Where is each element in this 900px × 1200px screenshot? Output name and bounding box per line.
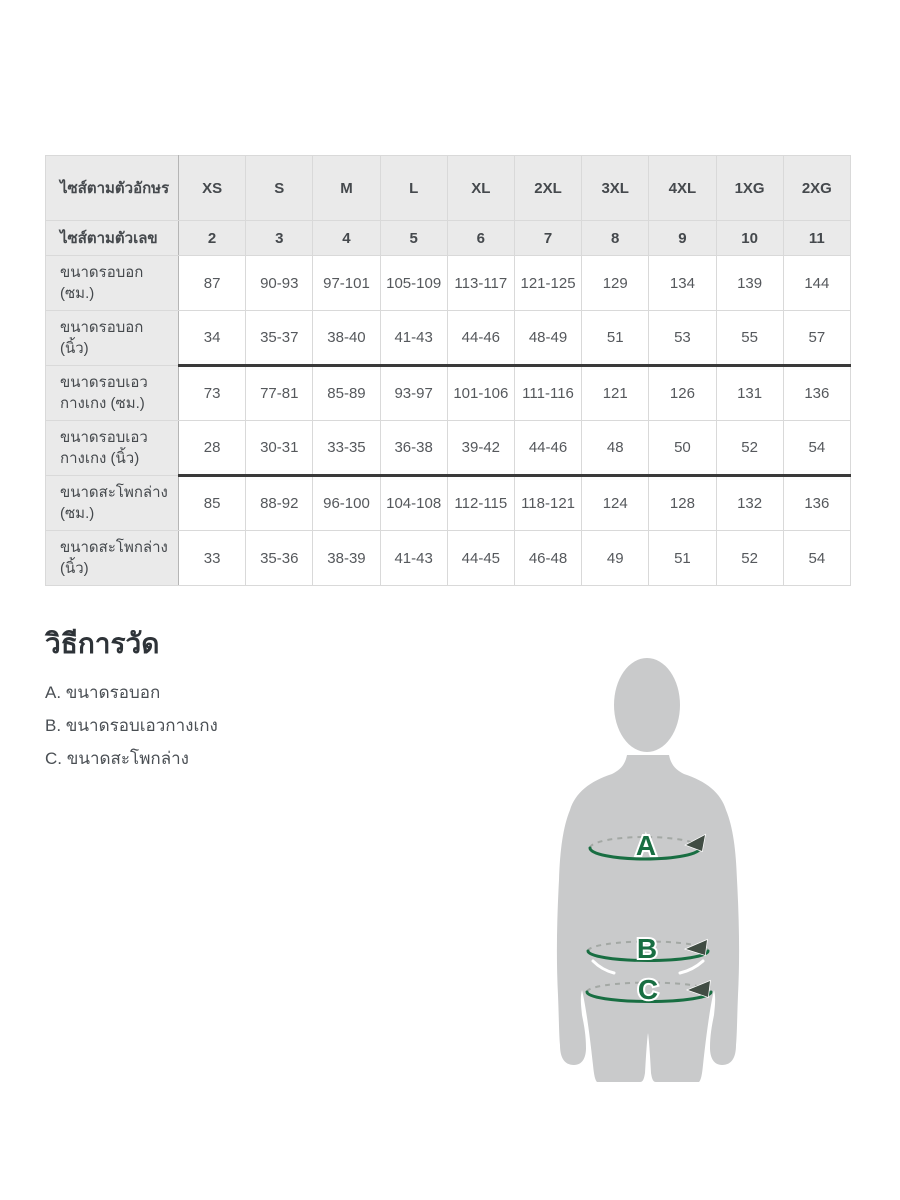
- size-value: 128: [649, 476, 716, 531]
- size-value: 118-121: [514, 476, 581, 531]
- size-value: 101-106: [447, 366, 514, 421]
- table-row: [46, 156, 851, 221]
- column-header: 11: [783, 221, 850, 256]
- column-header: 3XL: [582, 156, 649, 221]
- row-label: ไซส์ตามตัวเลข: [46, 221, 179, 256]
- size-value: 121: [582, 366, 649, 421]
- size-value: 33-35: [313, 421, 380, 476]
- size-value: 44-46: [447, 311, 514, 366]
- column-header: M: [313, 156, 380, 221]
- column-header: 10: [716, 221, 783, 256]
- measure-section: [45, 628, 465, 775]
- size-value: 30-31: [246, 421, 313, 476]
- size-value: 48-49: [514, 311, 581, 366]
- size-value: 136: [783, 366, 850, 421]
- size-value: 90-93: [246, 256, 313, 311]
- table-row: [46, 256, 851, 311]
- size-value: 105-109: [380, 256, 447, 311]
- size-value: 33: [179, 531, 246, 586]
- size-value: 97-101: [313, 256, 380, 311]
- size-value: 144: [783, 256, 850, 311]
- size-value: 48: [582, 421, 649, 476]
- size-value: 51: [582, 311, 649, 366]
- size-value: 41-43: [380, 531, 447, 586]
- size-value: 104-108: [380, 476, 447, 531]
- column-header: 5: [380, 221, 447, 256]
- measure-b-label: B: [636, 933, 658, 964]
- column-header: 2XG: [783, 156, 850, 221]
- size-value: 77-81: [246, 366, 313, 421]
- column-header: 1XG: [716, 156, 783, 221]
- size-value: 52: [716, 421, 783, 476]
- size-value: 46-48: [514, 531, 581, 586]
- size-value: 73: [179, 366, 246, 421]
- row-label: ขนาดรอบเอวกางเกง (นิ้ว): [46, 421, 179, 476]
- column-header: 9: [649, 221, 716, 256]
- column-header: L: [380, 156, 447, 221]
- size-value: 53: [649, 311, 716, 366]
- column-header: 4: [313, 221, 380, 256]
- size-chart-table: [45, 155, 851, 586]
- table-row: [46, 311, 851, 366]
- column-header: 2: [179, 221, 246, 256]
- size-value: 129: [582, 256, 649, 311]
- size-value: 39-42: [447, 421, 514, 476]
- size-value: 57: [783, 311, 850, 366]
- size-value: 112-115: [447, 476, 514, 531]
- row-label: ขนาดรอบอก (ซม.): [46, 256, 179, 311]
- size-value: 35-36: [246, 531, 313, 586]
- size-value: 88-92: [246, 476, 313, 531]
- measure-list: [45, 676, 465, 775]
- size-value: 54: [783, 531, 850, 586]
- column-header: 2XL: [514, 156, 581, 221]
- size-value: 113-117: [447, 256, 514, 311]
- size-value: 38-40: [313, 311, 380, 366]
- row-label: ขนาดสะโพกล่าง (นิ้ว): [46, 531, 179, 586]
- row-label: ขนาดรอบเอวกางเกง (ซม.): [46, 366, 179, 421]
- size-value: 28: [179, 421, 246, 476]
- size-value: 111-116: [514, 366, 581, 421]
- size-value: 132: [716, 476, 783, 531]
- size-value: 124: [582, 476, 649, 531]
- measure-c-label: C: [637, 974, 659, 1005]
- size-value: 54: [783, 421, 850, 476]
- size-value: 34: [179, 311, 246, 366]
- size-value: 87: [179, 256, 246, 311]
- column-header: 8: [582, 221, 649, 256]
- table-row: [46, 366, 851, 421]
- size-value: 85: [179, 476, 246, 531]
- size-value: 55: [716, 311, 783, 366]
- size-value: 93-97: [380, 366, 447, 421]
- size-value: 41-43: [380, 311, 447, 366]
- row-label: ไซส์ตามตัวอักษร: [46, 156, 179, 221]
- table-row: [46, 221, 851, 256]
- row-label: ขนาดรอบอก (นิ้ว): [46, 311, 179, 366]
- size-value: 38-39: [313, 531, 380, 586]
- size-value: 131: [716, 366, 783, 421]
- table-row: [46, 531, 851, 586]
- size-value: 44-46: [514, 421, 581, 476]
- column-header: 3: [246, 221, 313, 256]
- size-value: 126: [649, 366, 716, 421]
- size-value: 139: [716, 256, 783, 311]
- size-value: 35-37: [246, 311, 313, 366]
- silhouette-head: [614, 658, 680, 752]
- body-silhouette-icon: [530, 655, 810, 1105]
- size-table-body: [46, 156, 851, 586]
- size-value: 51: [649, 531, 716, 586]
- column-header: 6: [447, 221, 514, 256]
- measurement-figure: [530, 655, 810, 1105]
- size-value: 134: [649, 256, 716, 311]
- column-header: 4XL: [649, 156, 716, 221]
- size-value: 44-45: [447, 531, 514, 586]
- column-header: S: [246, 156, 313, 221]
- size-value: 85-89: [313, 366, 380, 421]
- table-row: [46, 421, 851, 476]
- table-row: [46, 476, 851, 531]
- size-value: 136: [783, 476, 850, 531]
- size-value: 96-100: [313, 476, 380, 531]
- measure-item-b: B. ขนาดรอบเอวกางเกง: [45, 716, 218, 735]
- row-label: ขนาดสะโพกล่าง (ซม.): [46, 476, 179, 531]
- size-value: 36-38: [380, 421, 447, 476]
- column-header: 7: [514, 221, 581, 256]
- measure-item-c: C. ขนาดสะโพกล่าง: [45, 749, 189, 768]
- column-header: XL: [447, 156, 514, 221]
- column-header: XS: [179, 156, 246, 221]
- measure-a-label: A: [635, 830, 657, 861]
- measure-title: วิธีการวัด: [45, 628, 160, 659]
- size-value: 52: [716, 531, 783, 586]
- size-value: 49: [582, 531, 649, 586]
- measure-item-a: A. ขนาดรอบอก: [45, 683, 161, 702]
- size-value: 121-125: [514, 256, 581, 311]
- size-value: 50: [649, 421, 716, 476]
- silhouette-body: [557, 755, 739, 1082]
